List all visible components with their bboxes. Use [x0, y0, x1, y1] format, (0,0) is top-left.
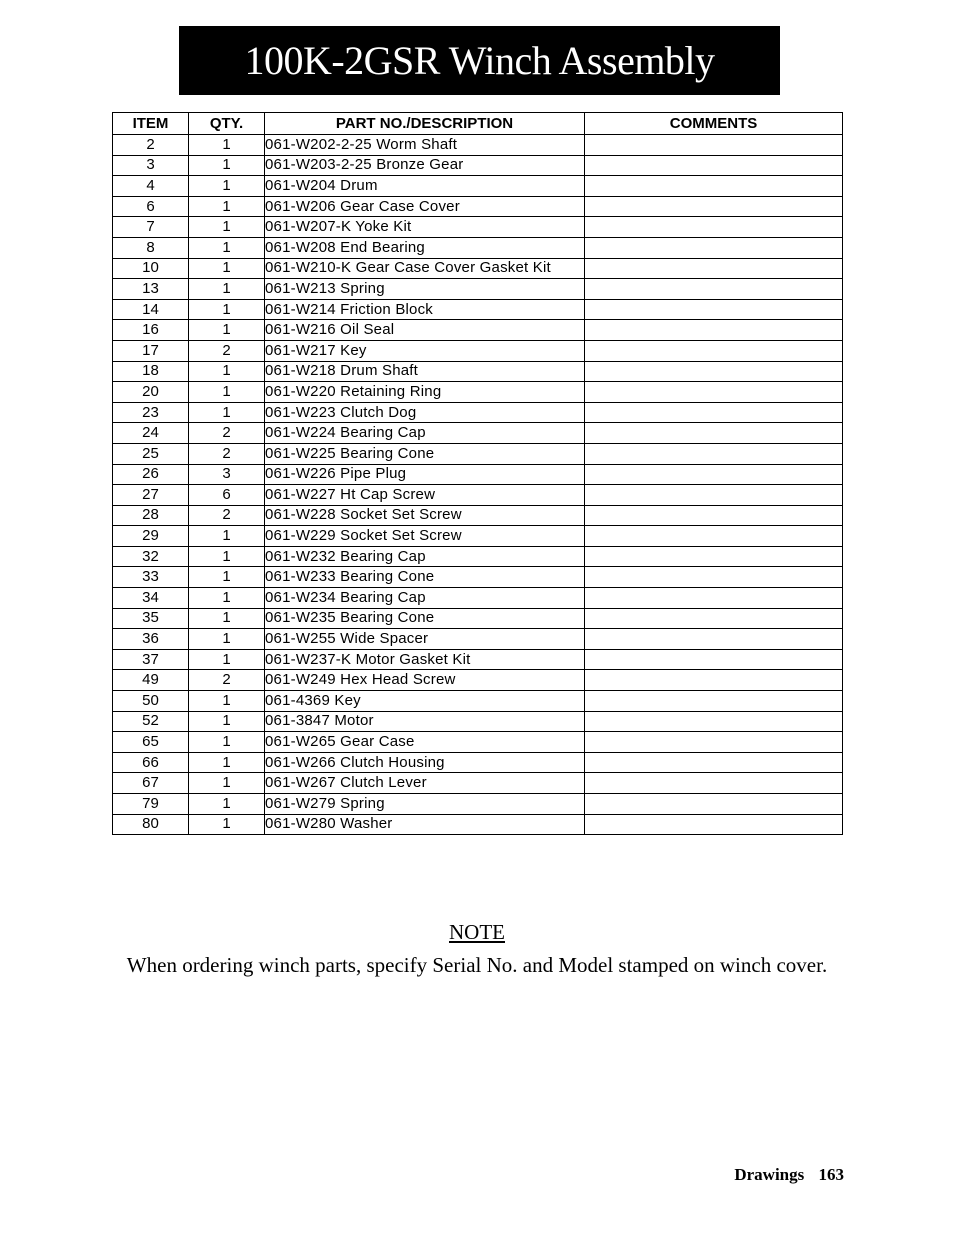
cell-qty: 1 — [189, 279, 265, 300]
cell-description: 061-W232 Bearing Cap — [265, 546, 585, 567]
cell-description: 061-W233 Bearing Cone — [265, 567, 585, 588]
cell-qty: 1 — [189, 752, 265, 773]
table-row — [113, 196, 843, 217]
cell-comments — [585, 279, 843, 300]
table-row — [113, 320, 843, 341]
cell-item: 26 — [113, 464, 189, 485]
cell-comments — [585, 752, 843, 773]
cell-comments — [585, 237, 843, 258]
cell-comments — [585, 361, 843, 382]
header-comments: COMMENTS — [585, 113, 843, 135]
table-row — [113, 608, 843, 629]
cell-comments — [585, 443, 843, 464]
header-description: PART NO./DESCRIPTION — [265, 113, 585, 135]
cell-item: 6 — [113, 196, 189, 217]
cell-qty: 1 — [189, 567, 265, 588]
table-row — [113, 794, 843, 815]
page-number: 163 — [818, 1165, 844, 1184]
cell-item: 24 — [113, 423, 189, 444]
cell-qty: 1 — [189, 649, 265, 670]
cell-item: 50 — [113, 691, 189, 712]
cell-description: 061-W218 Drum Shaft — [265, 361, 585, 382]
cell-comments — [585, 217, 843, 238]
table-row — [113, 135, 843, 156]
cell-qty: 2 — [189, 670, 265, 691]
cell-qty: 1 — [189, 382, 265, 403]
cell-item: 35 — [113, 608, 189, 629]
cell-item: 13 — [113, 279, 189, 300]
cell-description: 061-W227 Ht Cap Screw — [265, 485, 585, 506]
table-row — [113, 691, 843, 712]
cell-item: 18 — [113, 361, 189, 382]
cell-qty: 1 — [189, 135, 265, 156]
cell-description: 061-W207-K Yoke Kit — [265, 217, 585, 238]
cell-comments — [585, 691, 843, 712]
table-row — [113, 155, 843, 176]
cell-qty: 1 — [189, 526, 265, 547]
cell-comments — [585, 382, 843, 403]
cell-comments — [585, 340, 843, 361]
cell-item: 7 — [113, 217, 189, 238]
cell-qty: 1 — [189, 629, 265, 650]
page-title: 100K-2GSR Winch Assembly — [179, 26, 780, 95]
cell-item: 66 — [113, 752, 189, 773]
cell-qty: 1 — [189, 217, 265, 238]
parts-table — [112, 112, 843, 835]
cell-comments — [585, 402, 843, 423]
table-row — [113, 217, 843, 238]
cell-description: 061-W224 Bearing Cap — [265, 423, 585, 444]
cell-qty: 1 — [189, 711, 265, 732]
cell-qty: 2 — [189, 423, 265, 444]
cell-description: 061-W280 Washer — [265, 814, 585, 835]
cell-qty: 1 — [189, 546, 265, 567]
table-row — [113, 299, 843, 320]
cell-description: 061-W206 Gear Case Cover — [265, 196, 585, 217]
cell-qty: 2 — [189, 340, 265, 361]
cell-comments — [585, 546, 843, 567]
table-row — [113, 361, 843, 382]
cell-comments — [585, 320, 843, 341]
cell-qty: 1 — [189, 794, 265, 815]
cell-description: 061-W225 Bearing Cone — [265, 443, 585, 464]
cell-description: 061-3847 Motor — [265, 711, 585, 732]
cell-description: 061-W267 Clutch Lever — [265, 773, 585, 794]
cell-qty: 2 — [189, 505, 265, 526]
cell-item: 36 — [113, 629, 189, 650]
table-row — [113, 382, 843, 403]
cell-comments — [585, 588, 843, 609]
cell-comments — [585, 258, 843, 279]
table-row — [113, 814, 843, 835]
table-row — [113, 340, 843, 361]
cell-comments — [585, 732, 843, 753]
table-row — [113, 485, 843, 506]
cell-qty: 2 — [189, 443, 265, 464]
cell-description: 061-4369 Key — [265, 691, 585, 712]
cell-item: 32 — [113, 546, 189, 567]
cell-description: 061-W234 Bearing Cap — [265, 588, 585, 609]
cell-qty: 1 — [189, 155, 265, 176]
cell-comments — [585, 814, 843, 835]
cell-description: 061-W202-2-25 Worm Shaft — [265, 135, 585, 156]
cell-description: 061-W229 Socket Set Screw — [265, 526, 585, 547]
note-text: When ordering winch parts, specify Serial No. and Model stamped on winch cover. — [126, 953, 828, 977]
cell-description: 061-W214 Friction Block — [265, 299, 585, 320]
cell-item: 3 — [113, 155, 189, 176]
table-row — [113, 279, 843, 300]
cell-description: 061-W217 Key — [265, 340, 585, 361]
cell-description: 061-W265 Gear Case — [265, 732, 585, 753]
cell-description: 061-W216 Oil Seal — [265, 320, 585, 341]
cell-description: 061-W204 Drum — [265, 176, 585, 197]
cell-comments — [585, 505, 843, 526]
table-row — [113, 732, 843, 753]
table-row — [113, 526, 843, 547]
cell-description: 061-W249 Hex Head Screw — [265, 670, 585, 691]
table-row — [113, 176, 843, 197]
cell-comments — [585, 196, 843, 217]
cell-comments — [585, 794, 843, 815]
cell-item: 34 — [113, 588, 189, 609]
cell-description: 061-W279 Spring — [265, 794, 585, 815]
cell-item: 29 — [113, 526, 189, 547]
cell-qty: 1 — [189, 402, 265, 423]
cell-item: 20 — [113, 382, 189, 403]
cell-description: 061-W226 Pipe Plug — [265, 464, 585, 485]
table-row — [113, 546, 843, 567]
cell-description: 061-W237-K Motor Gasket Kit — [265, 649, 585, 670]
cell-qty: 1 — [189, 814, 265, 835]
cell-comments — [585, 670, 843, 691]
cell-comments — [585, 649, 843, 670]
cell-item: 16 — [113, 320, 189, 341]
cell-comments — [585, 629, 843, 650]
cell-item: 80 — [113, 814, 189, 835]
cell-description: 061-W208 End Bearing — [265, 237, 585, 258]
cell-qty: 1 — [189, 258, 265, 279]
cell-qty: 1 — [189, 299, 265, 320]
cell-item: 37 — [113, 649, 189, 670]
cell-qty: 1 — [189, 608, 265, 629]
table-row — [113, 773, 843, 794]
cell-qty: 1 — [189, 176, 265, 197]
header-qty: QTY. — [189, 113, 265, 135]
page-footer — [734, 1165, 844, 1185]
table-row — [113, 505, 843, 526]
cell-comments — [585, 526, 843, 547]
cell-comments — [585, 176, 843, 197]
cell-item: 2 — [113, 135, 189, 156]
note-heading: NOTE — [449, 920, 505, 944]
cell-description: 061-W210-K Gear Case Cover Gasket Kit — [265, 258, 585, 279]
table-row — [113, 752, 843, 773]
cell-qty: 1 — [189, 237, 265, 258]
table-row — [113, 258, 843, 279]
cell-description: 061-W228 Socket Set Screw — [265, 505, 585, 526]
cell-comments — [585, 155, 843, 176]
cell-qty: 6 — [189, 485, 265, 506]
cell-item: 28 — [113, 505, 189, 526]
table-row — [113, 237, 843, 258]
table-row — [113, 423, 843, 444]
cell-description: 061-W203-2-25 Bronze Gear — [265, 155, 585, 176]
table-row — [113, 588, 843, 609]
cell-qty: 1 — [189, 732, 265, 753]
cell-qty: 1 — [189, 588, 265, 609]
cell-comments — [585, 485, 843, 506]
footer-section: Drawings — [734, 1165, 805, 1184]
cell-description: 061-W223 Clutch Dog — [265, 402, 585, 423]
cell-item: 65 — [113, 732, 189, 753]
table-row — [113, 402, 843, 423]
cell-item: 79 — [113, 794, 189, 815]
cell-comments — [585, 773, 843, 794]
header-item: ITEM — [113, 113, 189, 135]
cell-item: 4 — [113, 176, 189, 197]
table-row — [113, 443, 843, 464]
table-header-row — [113, 113, 843, 135]
cell-item: 8 — [113, 237, 189, 258]
cell-item: 33 — [113, 567, 189, 588]
cell-item: 23 — [113, 402, 189, 423]
cell-item: 52 — [113, 711, 189, 732]
cell-qty: 1 — [189, 691, 265, 712]
parts-table-body — [113, 135, 843, 835]
cell-item: 49 — [113, 670, 189, 691]
cell-item: 27 — [113, 485, 189, 506]
cell-description: 061-W255 Wide Spacer — [265, 629, 585, 650]
cell-item: 25 — [113, 443, 189, 464]
cell-description: 061-W235 Bearing Cone — [265, 608, 585, 629]
cell-comments — [585, 464, 843, 485]
table-row — [113, 567, 843, 588]
table-row — [113, 464, 843, 485]
cell-comments — [585, 608, 843, 629]
cell-comments — [585, 423, 843, 444]
cell-comments — [585, 567, 843, 588]
cell-item: 14 — [113, 299, 189, 320]
cell-item: 10 — [113, 258, 189, 279]
cell-qty: 1 — [189, 773, 265, 794]
table-row — [113, 670, 843, 691]
cell-comments — [585, 135, 843, 156]
cell-description: 061-W220 Retaining Ring — [265, 382, 585, 403]
cell-description: 061-W213 Spring — [265, 279, 585, 300]
table-row — [113, 649, 843, 670]
cell-qty: 1 — [189, 196, 265, 217]
table-row — [113, 711, 843, 732]
cell-qty: 1 — [189, 361, 265, 382]
cell-description: 061-W266 Clutch Housing — [265, 752, 585, 773]
cell-comments — [585, 711, 843, 732]
table-row — [113, 629, 843, 650]
cell-qty: 3 — [189, 464, 265, 485]
cell-item: 17 — [113, 340, 189, 361]
cell-qty: 1 — [189, 320, 265, 341]
cell-item: 67 — [113, 773, 189, 794]
cell-comments — [585, 299, 843, 320]
